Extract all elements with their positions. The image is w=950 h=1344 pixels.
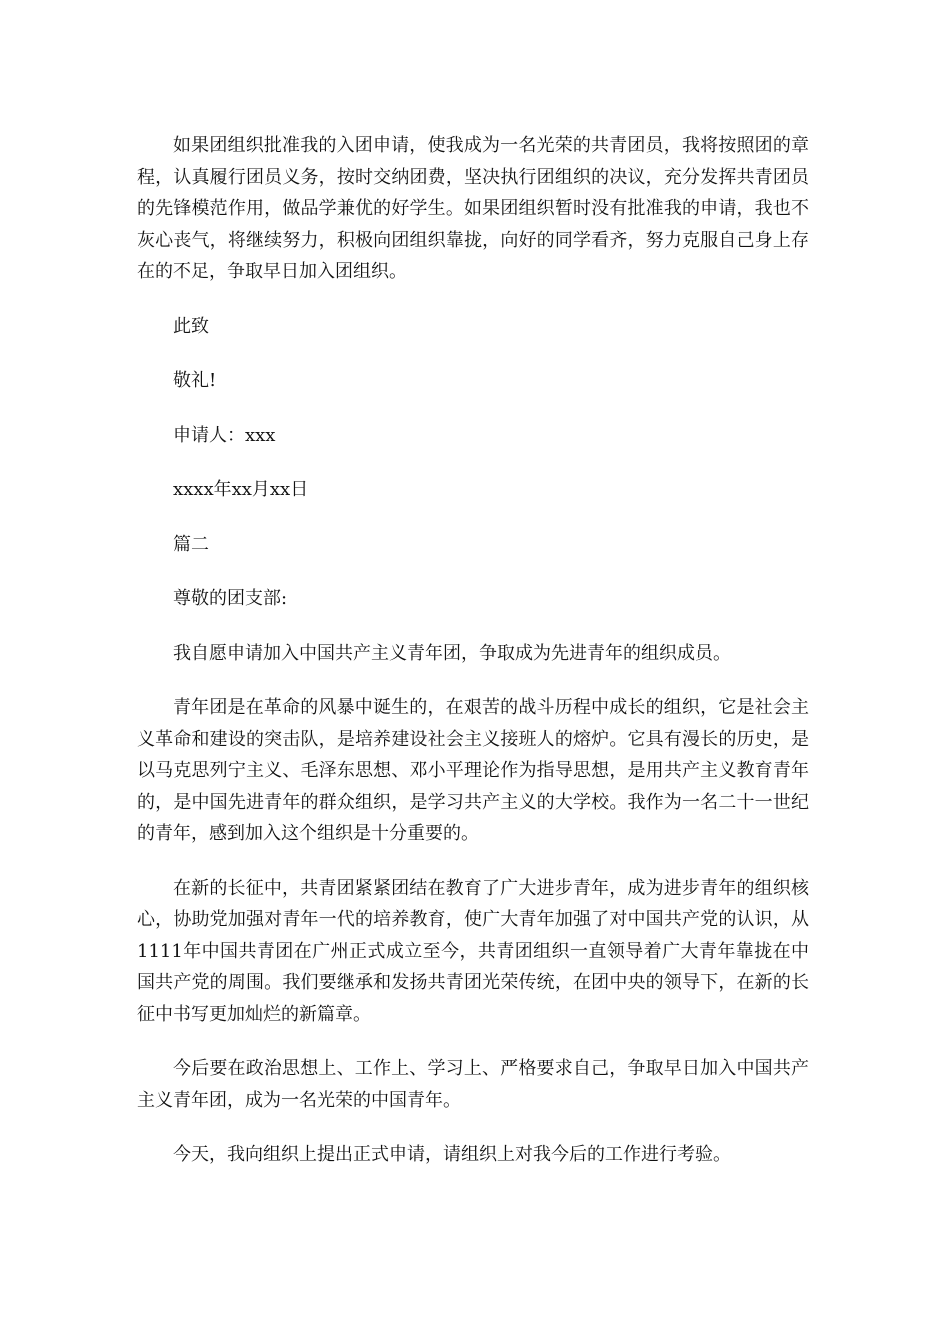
applicant-line: 申请人：xxx: [173, 424, 276, 446]
closing-salutation: 此致: [173, 315, 209, 337]
paragraph-history: 青年团是在革命的风暴中诞生的，在艰苦的战斗历程中成长的组织，它是社会主义革命和建设的突击队，是培养建设社会主义接班人的熔炉。它具有漫长的历史，是以马克思列宁主义、毛泽东思想、邓小平理论作为指导思想，是用共产主义教育青年的，是中国先进青年的群众组织，是学习共产主义的大学校。我作为一名二十一世纪的青年，感到加入这个组织是十分重要的。: [137, 697, 809, 844]
date-line: xxxx年xx月xx日: [173, 479, 309, 500]
paragraph-formal-request: 今天，我向组织上提出正式申请，请组织上对我今后的工作进行考验。: [173, 1144, 731, 1165]
document-body: [137, 130, 809, 1194]
closing-regards: 敬礼!: [173, 370, 217, 391]
paragraph-new-long-march: 在新的长征中，共青团紧紧团结在教育了广大进步青年，成为进步青年的组织核心，协助党加强对青年一代的培养教育，使广大青年加强了对中国共产党的认识，从1111年中国共青团在广州正式成立至今，共青团组织一直领导着广大青年靠拢在中国共产党的周围。我们要继承和发扬共青团光荣传统，在团中央的领导下，在新的长征中书写更加灿烂的新篇章。: [137, 877, 809, 1025]
paragraph-intent: 我自愿申请加入中国共产主义青年团，争取成为先进青年的组织成员。: [173, 642, 731, 664]
paragraph-future-goals: 今后要在政治思想上、工作上、学习上、严格要求自己，争取早日加入中国共产主义青年团，成为一名光荣的中国青年。: [137, 1058, 809, 1111]
section-heading: 篇二: [173, 533, 209, 555]
paragraph-commitment: 如果团组织批准我的入团申请，使我成为一名光荣的共青团员，我将按照团的章程，认真履行团员义务，按时交纳团费，坚决执行团组织的决议，充分发挥共青团员的先锋模范作用，做品学兼优的好学生。如果团组织暂时没有批准我的申请，我也不灰心丧气，将继续努力，积极向团组织靠拢，向好的同学看齐，努力克服自己身上存在的不足，争取早日加入团组织。: [137, 135, 809, 282]
letter-greeting: 尊敬的团支部:: [173, 588, 288, 609]
